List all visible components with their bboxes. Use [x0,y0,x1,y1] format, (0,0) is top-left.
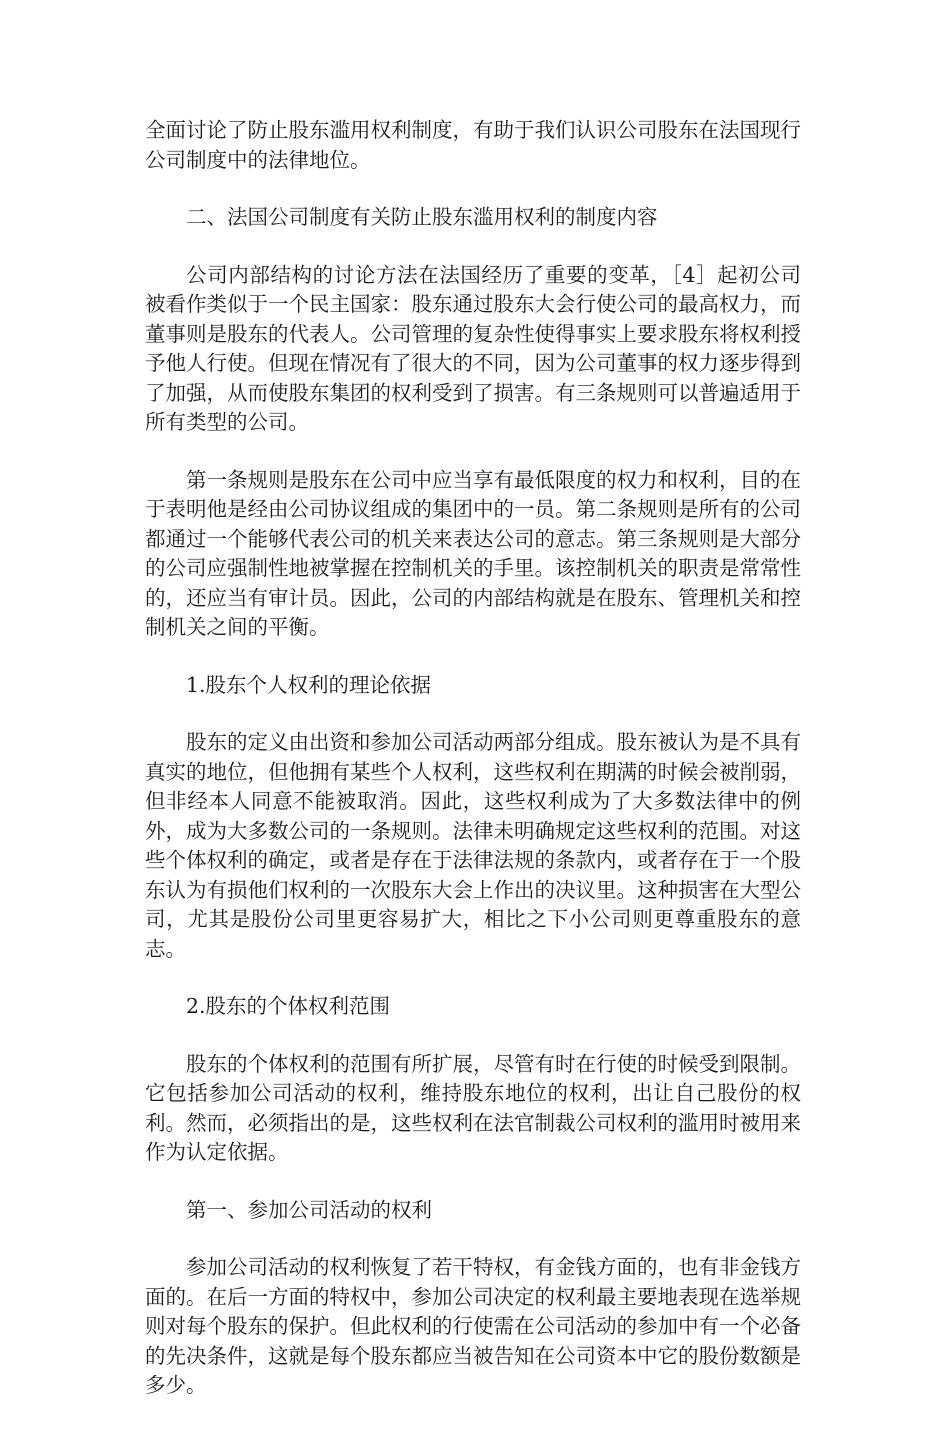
subheading-participation-rights: 第一、参加公司活动的权利 [186,1197,432,1222]
paragraph-rights-scope: 股东的个体权利的范围有所扩展，尽管有时在行使的时候受到限制。它包括参加公司活动的权利，维持股东地位的权利，出让自己股份的权利。然而，必须指出的是，这些权利在法官制裁公司权利的滥用时被用来作为认定依据。 [145,1051,801,1164]
document-page [145,116,801,1429]
subheading-theory-basis: 1.股东个人权利的理论依据 [186,672,432,697]
paragraph-shareholder-definition: 股东的定义由出资和参加公司活动两部分组成。股东被认为是不具有真实的地位，但他拥有某些个人权利，这些权利在期满的时候会被削弱，但非经本人同意不能被取消。因此，这些权利成为了大多数法律中的例外，成为大多数公司的一条规则。法律未明确规定这些权利的范围。对这些个体权利的确定，或者是存在于法律法规的条款内，或者存在于一个股东认为有损他们权利的一次股东大会上作出的决议里。这种损害在大型公司，尤其是股份公司里更容易扩大，相比之下小公司则更尊重股东的意志。 [145,730,801,961]
section-heading-2: 二、法国公司制度有关防止股东滥用权利的制度内容 [186,205,658,229]
paragraph-internal-structure: 公司内部结构的讨论方法在法国经历了重要的变革，［4］起初公司被看作类似于一个民主国家：股东通过股东大会行使公司的最高权力，而董事则是股东的代表人。公司管理的复杂性使得事实上要求股东将权利授予他人行使。但现在情况有了很大的不同，因为公司董事的权力逐步得到了加强，从而使股东集团的权利受到了损害。有三条规则可以普遍适用于所有类型的公司。 [145,262,801,434]
subheading-rights-scope: 2.股东的个体权利范围 [186,994,391,1018]
paragraph-intro-continuation: 全面讨论了防止股东滥用权利制度，有助于我们认识公司股东在法国现行公司制度中的法律地位。 [145,118,801,172]
paragraph-participation-rights: 参加公司活动的权利恢复了若干特权，有金钱方面的，也有非金钱方面的。在后一方面的特权中，参加公司决定的权利最主要地表现在选举规则对每个股东的保护。但此权利的行使需在公司活动的参加中有一个必备的先决条件，这就是每个股东都应当被告知在公司资本中它的股份数额是多少。 [145,1255,801,1397]
paragraph-three-rules: 第一条规则是股东在公司中应当享有最低限度的权力和权利，目的在于表明他是经由公司协议组成的集团中的一员。第二条规则是所有的公司都通过一个能够代表公司的机关来表达公司的意志。第三条规则是大部分的公司应强制性地被掌握在控制机关的手里。该控制机关的职责是常常性的，还应当有审计员。因此，公司的内部结构就是在股东、管理机关和控制机关之间的平衡。 [145,467,801,639]
